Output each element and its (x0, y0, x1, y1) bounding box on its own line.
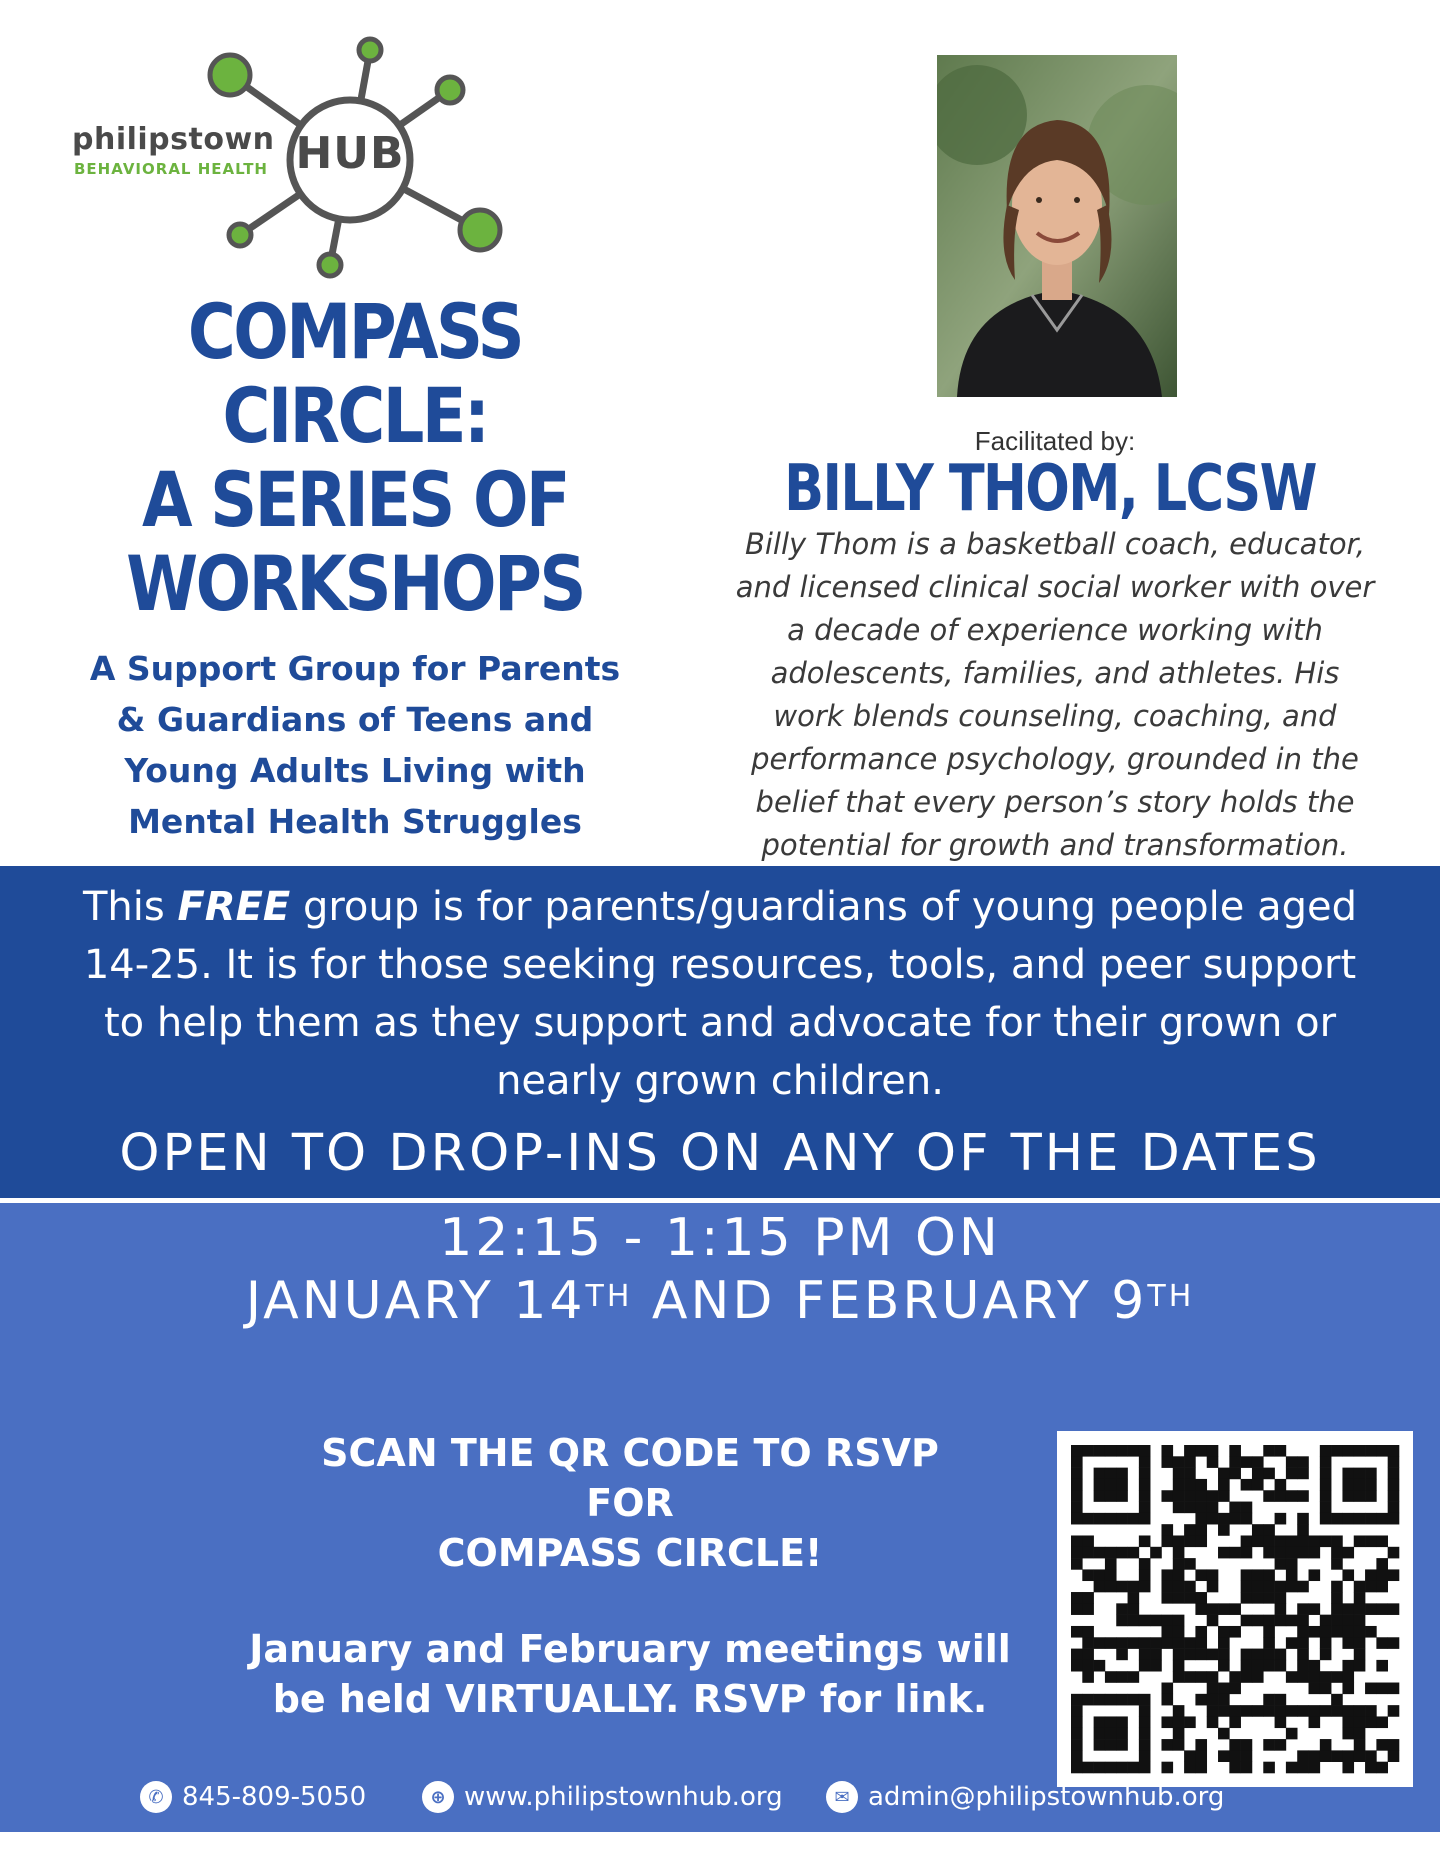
page-title (101, 287, 608, 628)
subtitle-line: A Support Group for Parents (89, 649, 621, 688)
logo-hub: HUB (295, 128, 405, 179)
bio-line: performance psychology, grounded in the (751, 742, 1359, 776)
phone-icon: ✆ (140, 1781, 172, 1813)
rsvp-callout (230, 1428, 1030, 1578)
desc-line: 14-25. It is for those seeking resources, tools, and peer support (83, 942, 1357, 988)
date2: AND FEBRUARY 9 (632, 1271, 1148, 1331)
website-url: www.philipstownhub.org (464, 1782, 783, 1812)
qr-code[interactable] (1057, 1431, 1413, 1787)
virtual-notice (200, 1624, 1060, 1724)
date1: JANUARY 14 (245, 1271, 586, 1331)
desc-line: to help them as they support and advocate for their grown or (103, 1000, 1337, 1046)
email-address: admin@philipstownhub.org (868, 1782, 1225, 1812)
title-line: WORKSHOPS (126, 539, 584, 628)
email-link[interactable] (826, 1781, 1224, 1813)
bio-line: Billy Thom is a basketball coach, educator, (744, 527, 1366, 561)
group-description (10, 878, 1430, 1110)
desc-line: nearly grown children. (496, 1058, 944, 1104)
title-line: COMPASS (187, 287, 523, 376)
facilitator-photo (937, 55, 1177, 397)
subtitle (60, 643, 650, 847)
bio-line: a decade of experience working with (787, 613, 1323, 647)
title-line: CIRCLE: (222, 371, 488, 460)
facilitator-bio (690, 523, 1420, 867)
date1-suffix: TH (585, 1279, 633, 1314)
facilitator-name: BILLY THOM, LCSW (784, 452, 1316, 526)
rsvp-line: COMPASS CIRCLE! (437, 1531, 823, 1575)
facilitated-by-label: Facilitated by: (974, 426, 1136, 456)
bottom-strip (0, 1832, 1440, 1864)
globe-icon: ⊕ (422, 1781, 454, 1813)
logo-subtitle: BEHAVIORAL HEALTH (74, 160, 268, 178)
title-line: A SERIES OF (141, 455, 569, 544)
bio-line: potential for growth and transformation. (761, 828, 1349, 862)
date2-suffix: TH (1147, 1279, 1195, 1314)
bio-line: and licensed clinical social worker with over (735, 570, 1375, 604)
meeting-time: 12:15 - 1:15 PM ON (439, 1208, 1001, 1268)
virtual-line: be held VIRTUALLY. RSVP for link. (272, 1677, 988, 1721)
bio-line: belief that every person’s story holds the (755, 785, 1355, 819)
subtitle-line: Mental Health Struggles (128, 802, 582, 841)
virtual-line: January and February meetings will (249, 1627, 1011, 1671)
logo-brand: philipstown (72, 122, 275, 157)
drop-ins-notice: OPEN TO DROP-INS ON ANY OF THE DATES (119, 1124, 1321, 1183)
bio-line: work blends counseling, coaching, and (773, 699, 1337, 733)
free-label: FREE (177, 884, 291, 930)
phone-number: 845-809-5050 (182, 1782, 367, 1812)
rsvp-line: FOR (586, 1481, 674, 1525)
rsvp-line: SCAN THE QR CODE TO RSVP (321, 1431, 939, 1475)
desc-line (10, 878, 1430, 936)
meeting-dates (0, 1268, 1440, 1334)
subtitle-line: & Guardians of Teens and (116, 700, 594, 739)
subtitle-line: Young Adults Living with (124, 751, 586, 790)
website-link[interactable] (422, 1781, 783, 1813)
bio-line: adolescents, families, and athletes. His (770, 656, 1340, 690)
desc-pre: This (83, 884, 178, 930)
phone-contact[interactable] (140, 1781, 366, 1813)
desc-line1: group is for parents/guardians of young people aged (290, 884, 1357, 930)
mail-icon: ✉ (826, 1781, 858, 1813)
